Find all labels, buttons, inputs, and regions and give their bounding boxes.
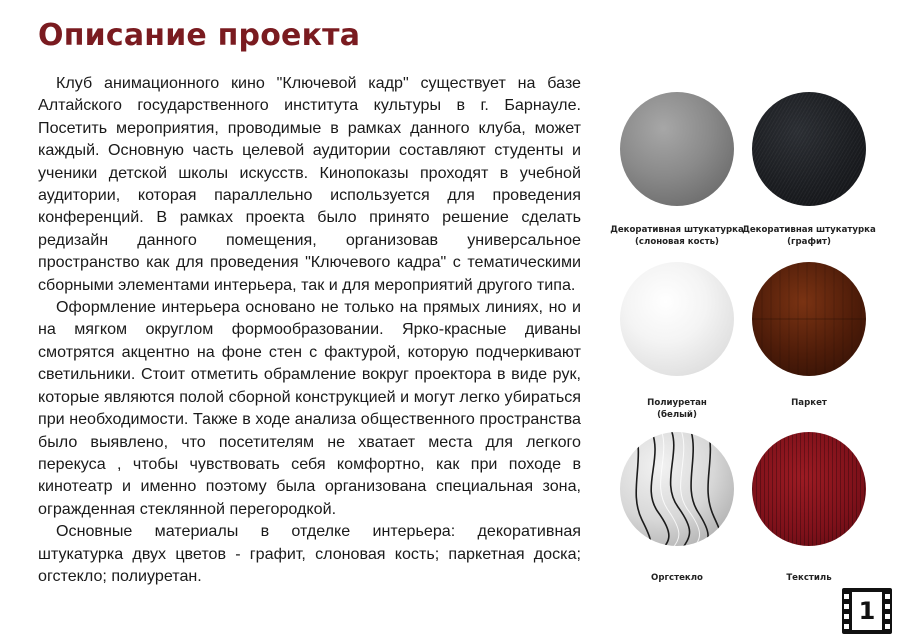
material-caption-line: Полиуретан — [647, 398, 707, 408]
material-caption — [739, 572, 879, 584]
material-caption-line: Текстиль — [786, 573, 832, 583]
material-caption — [739, 397, 879, 409]
material-swatch-plexiglass — [620, 432, 734, 546]
paragraph: Оформление интерьера основано не только на прямых линиях, но и на мягком округлом формообразовании. Ярко-красные диваны смотрятся акцентно на фоне стен с фактурой, которую подчеркивают светильники. Стоит отметить обрамление вокруг проектора в виде рук, которые являются полой сборной конструкцией и могут легко убираться при необходимости. Также в ходе анализа общественного пространства было выявлено, что посетителям не хватает места для легкого перекуса , чтобы чувствовать себя комфортно, как при походе в кинотеатр и именно поэтому была организована специальная зона, огражденная стеклянной перегородкой. — [38, 298, 581, 518]
material-caption — [607, 397, 747, 421]
material-caption-line: (слоновая кость) — [635, 237, 719, 247]
material-caption — [607, 224, 747, 248]
material-caption — [607, 572, 747, 584]
material-caption — [739, 224, 879, 248]
paragraph: Основные материалы в отделке интерьера: декоративная штукатурка двух цветов - графит, слоновая кость; паркетная доска; огстекло; полиуретан. — [38, 522, 581, 585]
paragraph: Клуб анимационного кино "Ключевой кадр" существует на базе Алтайского государственного института культуры в г. Барнауле. Посетить мероприятия, проводимые в рамках данного клуба, может каждый. Основную часть целевой аудитории составляют студенты и ученики детской школы искусств. Кинопоказы проходят в учебной аудитории, которая параллельно используется для проведения конференций. В рамках проекта было принято решение сделать редизайн данного помещения, организовав универсальное пространство как для проведения "Ключевого кадра" с тематическими сборными элементами интерьера, так и для мероприятий другого типа. — [38, 74, 581, 294]
material-swatch-ivory-plaster — [620, 92, 734, 206]
material-swatch-textile — [752, 432, 866, 546]
plexiglass-pattern — [620, 432, 734, 546]
page-number-film-frame — [842, 588, 892, 634]
material-caption-line: Декоративная штукатурка — [742, 225, 876, 235]
material-caption-line: Оргстекло — [651, 573, 703, 583]
material-caption-line: Декоративная штукатурка — [610, 225, 744, 235]
material-caption-line: (графит) — [787, 237, 831, 247]
material-caption-line: (белый) — [657, 410, 697, 420]
page-title: Описание проекта — [38, 18, 361, 53]
description-text — [38, 72, 581, 587]
material-swatch-graphite-plaster — [752, 92, 866, 206]
material-caption-line: Паркет — [791, 398, 827, 408]
page-number: 1 — [852, 592, 882, 630]
material-swatch-parquet — [752, 262, 866, 376]
material-swatch-polyurethane — [620, 262, 734, 376]
